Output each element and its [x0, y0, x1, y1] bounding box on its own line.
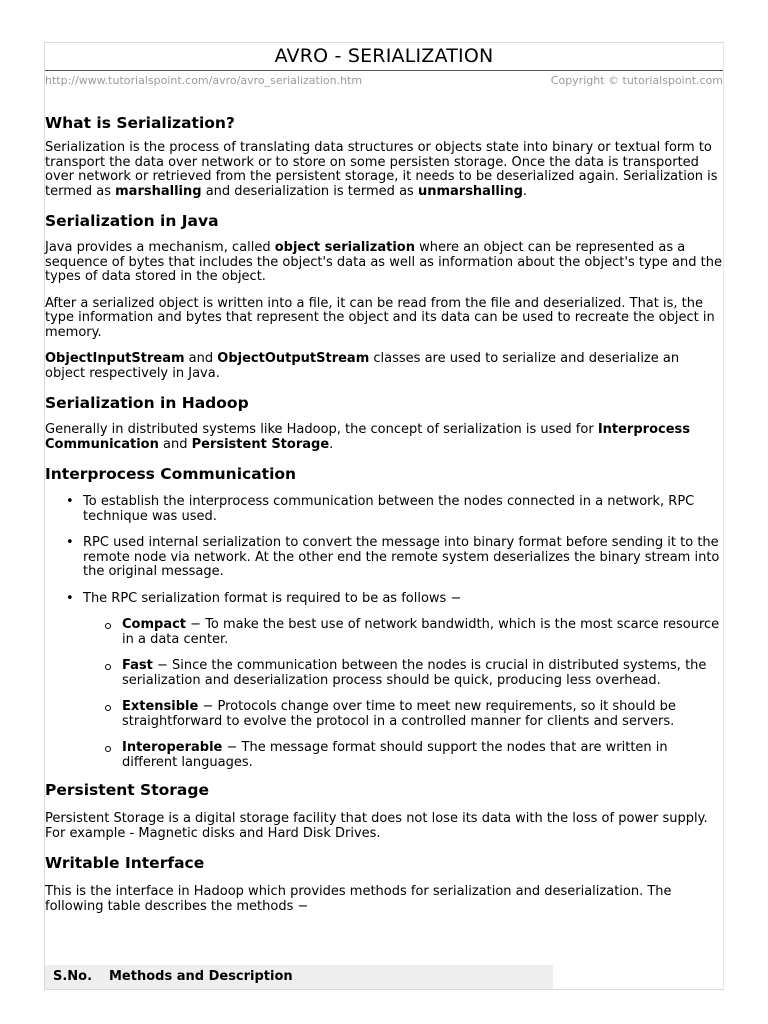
heading-what-is-serialization: What is Serialization? — [45, 114, 235, 132]
list-item: Compact − To make the best use of network bandwidth, which is the most scarce resource in a data center. — [45, 618, 723, 647]
paragraph-java-1: Java provides a mechanism, called object serialization where an object can be represented as a sequence of bytes that includes the object's data as well as information about the object's type and the types of data stored in the object. — [45, 240, 722, 284]
paragraph-hadoop: Generally in distributed systems like Hadoop, the concept of serialization is used for Interprocess Communication and Persistent Storage. — [45, 422, 690, 452]
list-item: Interoperable − The message format should support the nodes that are written in different languages. — [45, 741, 723, 770]
title-divider — [45, 70, 723, 71]
list-item: • To establish the interprocess communication between the nodes connected in a network, RPC technique was used. — [45, 495, 723, 524]
heading-persistent-storage: Persistent Storage — [45, 781, 209, 799]
paragraph-writable-interface: This is the interface in Hadoop which provides methods for serialization and deserialization. The following table describes the methods − — [45, 884, 672, 914]
heading-interprocess-communication: Interprocess Communication — [45, 465, 297, 483]
paragraph-java-3: ObjectInputStream and ObjectOutputStream classes are used to serialize and deserialize an object respectively in Java. — [45, 351, 680, 381]
document-body — [45, 113, 723, 914]
heading-writable-interface: Writable Interface — [45, 854, 205, 872]
source-url-link[interactable]: http://www.tutorialspoint.com/avro/avro_serialization.htm — [45, 74, 363, 87]
paragraph-persistent-storage: Persistent Storage is a digital storage facility that does not lose its data with the loss of power supply. For example - Magnetic disks and Hard Disk Drives. — [45, 811, 708, 841]
paragraph-java-2: After a serialized object is written into a file, it can be read from the file and deserialized. That is, the type information and bytes that represent the object and its data can be used to recreate the object in memory. — [45, 295, 715, 340]
list-item: • The RPC serialization format is required to be as follows − — [45, 592, 723, 607]
methods-table-header — [45, 965, 553, 989]
rpc-format-list — [45, 618, 723, 770]
paragraph-what-is-serialization: Serialization is the process of translating data structures or objects state into binary or textual form to transport the data over network or to store on some persisten storage. Once the data is transported over network or retrieved from the persistent storage, it needs to be deserialized again. Serialization is termed as marshalling and deserialization is termed as unmarshalling. — [45, 140, 718, 199]
column-header-methods: Methods and Description — [109, 969, 293, 984]
document-page — [44, 42, 724, 990]
copyright-text: Copyright © tutorialspoint.com — [550, 74, 723, 87]
list-item: Fast − Since the communication between the nodes is crucial in distributed systems, the serialization and deserialization process should be quick, producing less overhead. — [45, 659, 723, 688]
list-item: Extensible − Protocols change over time to meet new requirements, so it should be straightforward to evolve the protocol in a controlled manner for clients and servers. — [45, 700, 723, 729]
ipc-list — [45, 495, 723, 606]
column-header-sno: S.No. — [53, 969, 93, 984]
page-title: AVRO - SERIALIZATION — [274, 45, 494, 67]
heading-serialization-hadoop: Serialization in Hadoop — [45, 394, 249, 412]
heading-serialization-java: Serialization in Java — [45, 212, 219, 230]
list-item: • RPC used internal serialization to convert the message into binary format before sending it to the remote node via network. At the other end the remote system deserializes the binary stream into the original message. — [45, 536, 723, 580]
